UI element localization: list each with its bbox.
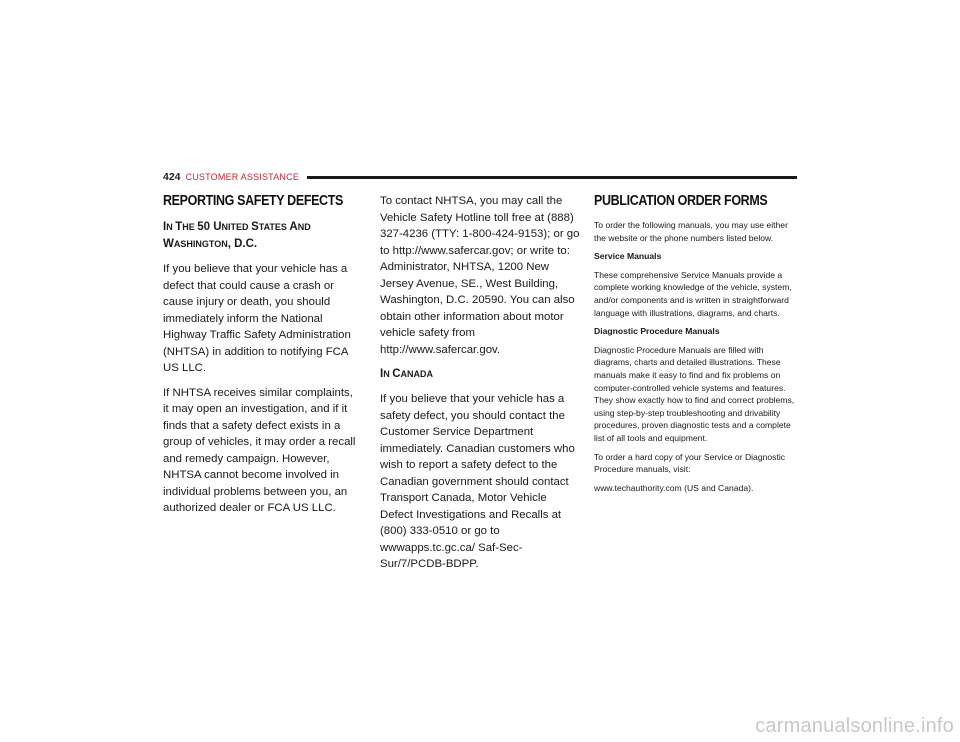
paragraph-believe-defect: If you believe that your vehicle has a defect that could cause a crash or cause injury or death, you should immediately inform the National Highway Traffic Safety Administration (NHTSA) in addition to notifying FCA US LLC. — [163, 263, 351, 374]
page-number: 424 — [163, 171, 181, 183]
header-rule — [307, 176, 797, 179]
subheading-us-dc: IN THE 50 UNITED STATES AND WASHINGTON, D.C. — [163, 221, 311, 250]
heading-reporting-safety-defects: REPORTING SAFETY DEFECTS — [163, 193, 343, 209]
paragraph-nhtsa-complaints: If NHTSA receives similar complaints, it may open an investigation, and if it finds that a safety defect exists in a group of vehicles, it may order a recall and remedy campaign. However, NHTSA cannot become involved in individual problems between you, an authorized dealer or FCA US LLC. — [163, 386, 356, 514]
column-right — [594, 193, 800, 500]
watermark: carmanualsonline.info — [755, 715, 954, 737]
website-techauthority: www.techauthority.com (US and Canada). — [594, 482, 754, 493]
section-name: CUSTOMER ASSISTANCE — [185, 172, 300, 182]
paragraph-canada-defect: If you believe that your vehicle has a safety defect, you should contact the Customer Service Department immediately. Canadian customers who wish to report a safety defect to the Canadian government should contact Transport Canada, Motor Vehicle Defect Investigations and Recalls at (800) 333-0510 or go to wwwapps.tc.gc.ca/ Saf-Sec-Sur/7/PCDB-BDPP. — [380, 393, 575, 570]
heading-publication-order-forms: PUBLICATION ORDER FORMS — [594, 193, 768, 209]
column-left — [163, 193, 361, 525]
subheading-in-canada: IN CANADA — [380, 368, 434, 380]
paragraph-diagnostic-manuals: Diagnostic Procedure Manuals are filled with diagrams, charts and detailed illustrations. These manuals make it easy to find and fix problems on computer-controlled vehicle systems and features. They show exactly how to find and correct problems, using step-by-step troubleshooting and drivability procedures, proven diagnostic tests and a complete list of all tools and equipment. — [594, 344, 795, 443]
paragraph-contact-nhtsa: To contact NHTSA, you may call the Vehicle Safety Hotline toll free at (888) 327-4236 (TTY: 1-800-424-9153); or go to http://www.safercar.gov; or write to: Administrator, NHTSA, 1200 New Jersey Avenue, SE., West Building, Washington, D.C. 20590. You can also obtain other information about motor vehicle safety from http://www.safercar.gov. — [380, 195, 580, 356]
paragraph-order-intro: To order the following manuals, you may use either the website or the phone numbers listed below. — [594, 220, 788, 243]
column-middle — [380, 193, 580, 581]
title-service-manuals: Service Manuals — [594, 251, 662, 262]
paragraph-order-hard-copy: To order a hard copy of your Service or Diagnostic Procedure manuals, visit: — [594, 451, 786, 475]
page-header — [163, 170, 797, 184]
title-diagnostic-manuals: Diagnostic Procedure Manuals — [594, 326, 720, 337]
paragraph-service-manuals: These comprehensive Service Manuals provide a complete working knowledge of the vehicle, system, and/or components and is written in straightforward language with illustrations, diagrams, and charts. — [594, 269, 792, 318]
